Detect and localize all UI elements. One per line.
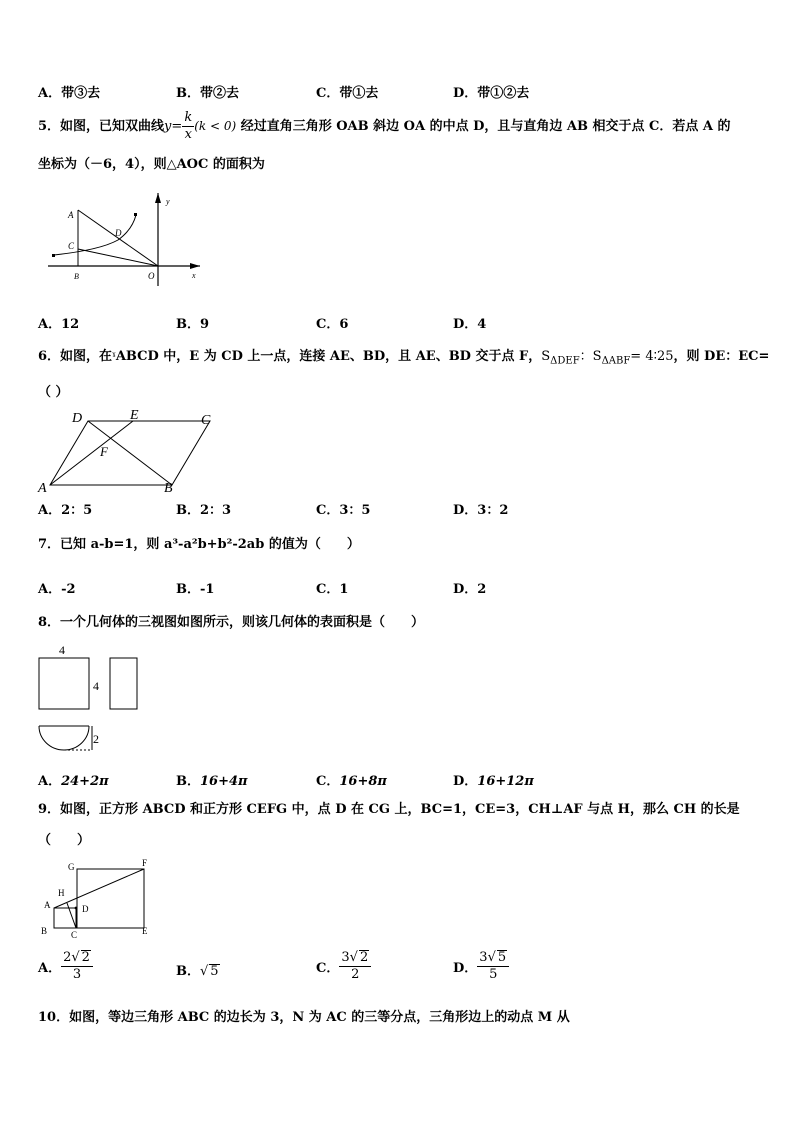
q6-option-d: D．3：2	[453, 503, 509, 518]
q9-fig-label-b: B	[41, 926, 48, 936]
q8-option-c: C．16+8π	[316, 774, 387, 789]
q8-fig-side-label: 4	[93, 679, 99, 693]
q8-option-d: D．16+12π	[453, 774, 534, 789]
q9-fig-label-e: E	[142, 926, 148, 936]
q5-fig-label-x: x	[192, 271, 196, 280]
q5-fig-label-y: y	[166, 197, 170, 206]
q8-option-b: B．16+4π	[176, 774, 248, 789]
q6-figure	[36, 406, 226, 496]
q5-fig-label-a: A	[68, 210, 74, 220]
q5-option-d: D．4	[453, 317, 487, 332]
q9-stem-line1: 9．如图，正方形 ABCD 和正方形 CEFG 中，点 D 在 CG 上，BC=1，CE=3，CH⊥AF 与点 H，那么 CH 的长是	[38, 802, 740, 817]
q5-fig-label-o: O	[148, 271, 155, 281]
q9-figure	[38, 856, 158, 940]
q7-stem: 7．已知 a-b=1，则 a³-a²b+b²-2ab 的值为（ ）	[38, 537, 360, 552]
q5-figure	[40, 188, 210, 288]
q9-fig-label-g: G	[68, 862, 75, 872]
q6-fig-label-f: F	[100, 444, 108, 459]
q7-option-c: C．1	[316, 582, 349, 597]
q8-figure	[36, 642, 156, 757]
q6-fig-label-e: E	[130, 408, 139, 423]
q9-fig-label-h: H	[58, 888, 65, 898]
q5-formula-fraction: $\frac{k}{x}$	[184, 110, 193, 142]
q5-stem-line2: 坐标为（－6，4），则△AOC 的面积为	[38, 157, 265, 172]
q5-fig-label-b: B	[74, 272, 79, 281]
q6-fig-label-d: D	[72, 411, 83, 426]
q10-stem: 10．如图，等边三角形 ABC 的边长为 3，N 为 AC 的三等分点，三角形边上的动点 M 从	[38, 1010, 570, 1025]
q9-stem-line2: （ ）	[38, 833, 91, 848]
q4-option-b: B．带②去	[176, 86, 240, 101]
q9-fig-label-a: A	[44, 900, 51, 910]
q6-option-c: C．3：5	[316, 503, 371, 518]
q7-option-d: D．2	[453, 582, 487, 597]
q6-stem-line2: （ ）	[38, 385, 69, 400]
q9-fig-label-c: C	[71, 930, 78, 940]
q6-fig-label-b: B	[164, 481, 173, 496]
q8-option-a: A．24+2π	[38, 774, 109, 789]
q5-fig-label-d: D	[115, 228, 122, 238]
q8-fig-height-label: 2	[93, 732, 99, 746]
q5-option-a: A．12	[38, 317, 80, 332]
q6-fig-label-a: A	[38, 481, 47, 496]
q4-option-d: D．带①②去	[453, 86, 530, 101]
q5-fig-label-c: C	[68, 241, 75, 251]
q9-fig-label-d: D	[82, 904, 89, 914]
q4-option-a: A．带③去	[38, 86, 101, 101]
q9-option-d: D． $\frac{3√ 5}{5}$	[453, 950, 509, 983]
q4-option-c: C．带①去	[316, 86, 379, 101]
q9-option-a: A． $\frac{2√ 2}{3}$	[38, 950, 93, 983]
q5-option-c: C．6	[316, 317, 349, 332]
q6-option-a: A．2：5	[38, 503, 93, 518]
q9-option-b: B．√ 5	[176, 964, 219, 979]
q9-option-c: C． $\frac{3√ 2}{2}$	[316, 950, 371, 983]
q7-option-a: A．-2	[38, 582, 76, 597]
q8-fig-top-label: 4	[59, 643, 65, 657]
q5-option-b: B．9	[176, 317, 210, 332]
q5-stem-line1: 5．如图，已知双曲线y= $\frac{k}{x}$ (k < 0) 经过直角三角形 OAB 斜边 OA 的中点 D，且与直角边 AB 相交于点 C．若点 A 的	[38, 110, 731, 142]
q6-fig-label-c: C	[201, 413, 211, 428]
q6-option-b: B．2：3	[176, 503, 232, 518]
q7-option-b: B．-1	[176, 582, 215, 597]
q8-stem: 8．一个几何体的三视图如图所示，则该几何体的表面积是（ ）	[38, 615, 425, 630]
q6-stem-line1: 6．如图，在$^ˠ$ABCD 中，E 为 CD 上一点，连接 AE、BD，且 AE、BD 交于点 F，$S_{\Delta DEF}$：$S_{\Delta ABF}=$ 4∶25，则 DE：EC=	[38, 349, 770, 367]
q9-fig-label-f: F	[142, 858, 148, 868]
